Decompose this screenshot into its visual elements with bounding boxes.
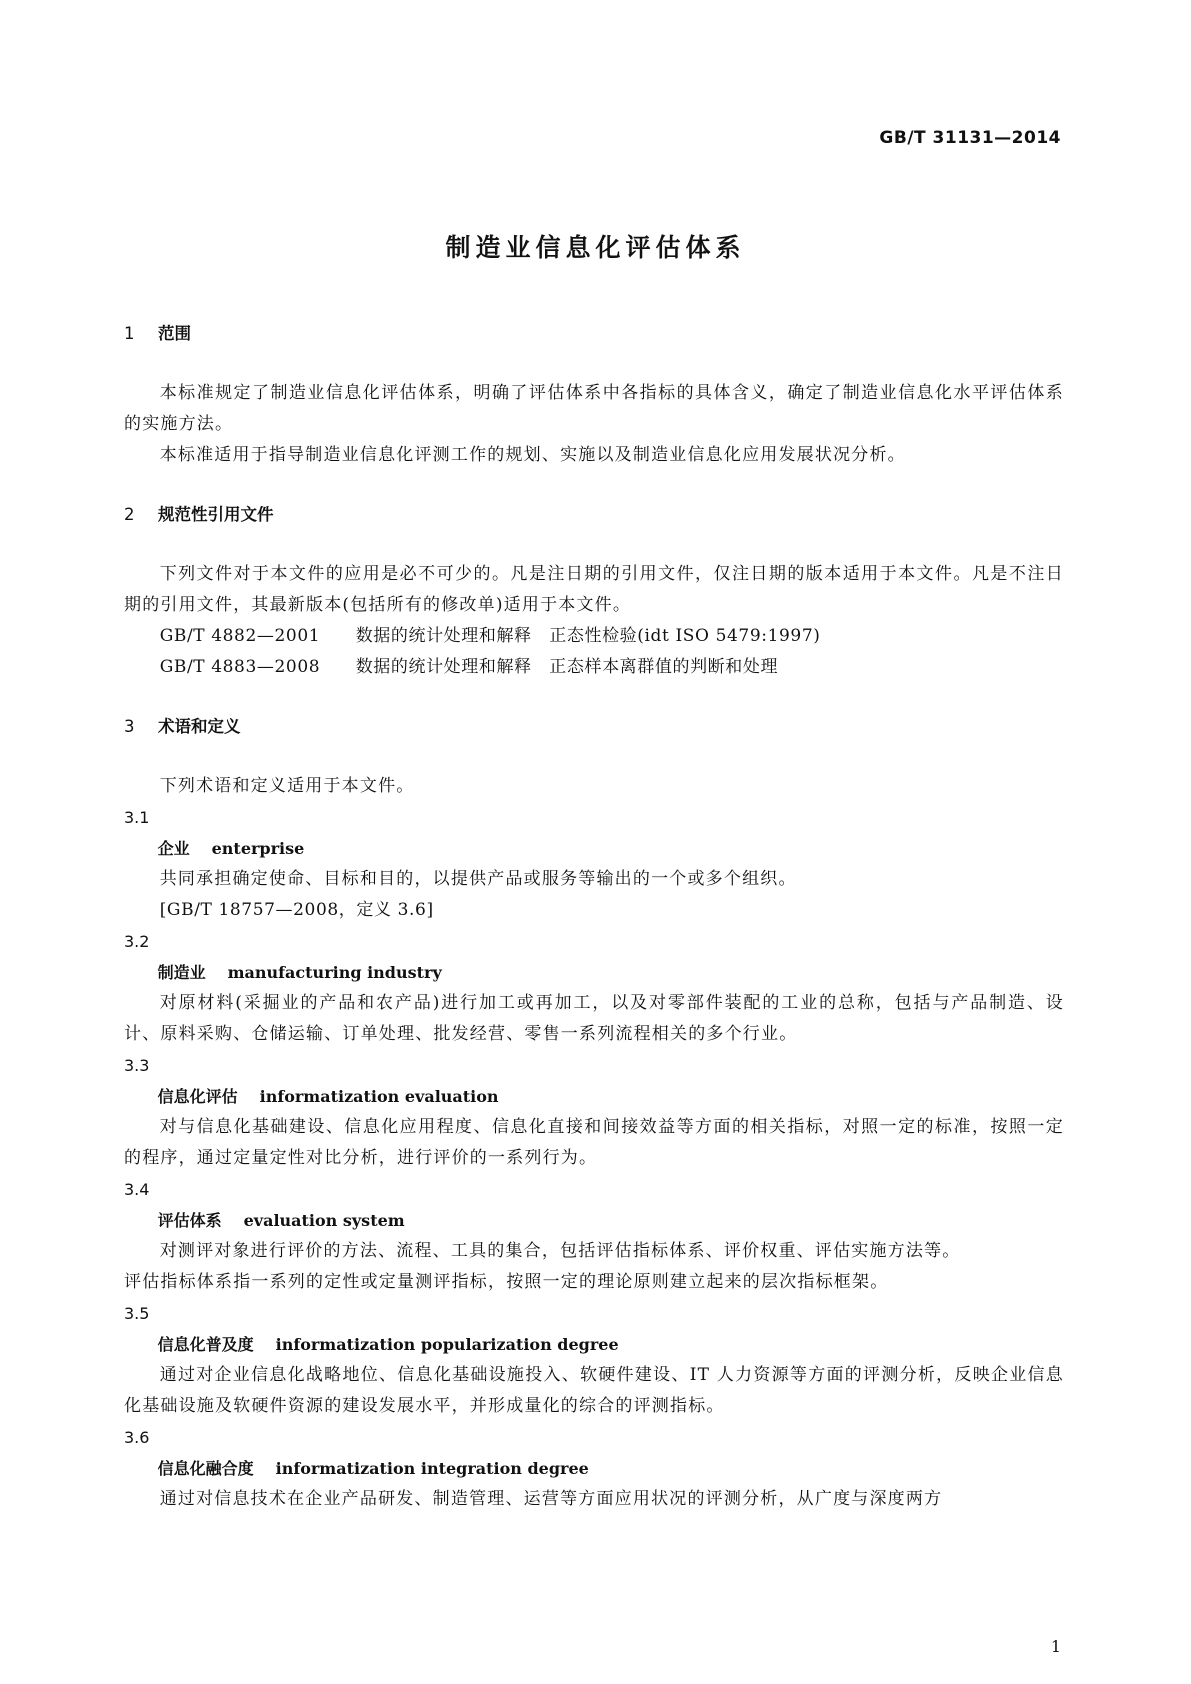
term-source: [GB/T 18757—2008，定义 3.6] xyxy=(159,900,434,920)
reference-item xyxy=(124,621,1064,652)
term-number: 3.3 xyxy=(124,1056,150,1075)
term-zh: 信息化评估 xyxy=(157,1087,238,1106)
section-number: 1 xyxy=(124,324,135,343)
term-note: 评估指标体系指一系列的定性或定量测评指标，按照一定的理论原则建立起来的层次指标框架。 xyxy=(124,1272,889,1292)
standard-code: GB/T 31131—2014 xyxy=(879,128,1061,148)
term-heading xyxy=(124,1329,1064,1360)
term-en: informatization popularization degree xyxy=(275,1335,619,1354)
section-title: 规范性引用文件 xyxy=(158,505,274,524)
term-definition: 共同承担确定使命、目标和目的，以提供产品或服务等输出的一个或多个组织。 xyxy=(159,869,797,889)
term-definition: 通过对企业信息化战略地位、信息化基础设施投入、软硬件建设、IT 人力资源等方面的评测分析，反映企业信息化基础设施及软硬件资源的建设发展水平，并形成量化的综合的评测指标。 xyxy=(124,1365,1064,1416)
term-en: evaluation system xyxy=(243,1211,405,1230)
term-heading xyxy=(124,1205,1064,1236)
section-title: 范围 xyxy=(158,324,191,343)
term-heading xyxy=(124,1453,1064,1484)
reference-code: GB/T 4883—2008 xyxy=(159,657,321,677)
section-2-heading xyxy=(124,501,1064,529)
term-zh: 制造业 xyxy=(157,963,206,982)
term-heading xyxy=(124,1081,1064,1112)
paragraph: 本标准规定了制造业信息化评估体系，明确了评估体系中各指标的具体含义，确定了制造业信息化水平评估体系的实施方法。 xyxy=(124,383,1064,434)
term-definition: 对与信息化基础建设、信息化应用程度、信息化直接和间接效益等方面的相关指标，对照一定的标准，按照一定的程序，通过定量定性对比分析，进行评价的一系列行为。 xyxy=(124,1117,1064,1168)
reference-title: 数据的统计处理和解释 正态样本离群值的判断和处理 xyxy=(355,657,779,677)
section-1-heading xyxy=(124,320,1064,348)
term-zh: 信息化普及度 xyxy=(157,1335,254,1354)
term-heading xyxy=(124,833,1064,864)
reference-code: GB/T 4882—2001 xyxy=(159,626,321,646)
document-body xyxy=(124,320,1064,1515)
term-en: informatization integration degree xyxy=(275,1459,589,1478)
term-definition: 对测评对象进行评价的方法、流程、工具的集合，包括评估指标体系、评价权重、评估实施方法等。 xyxy=(159,1241,961,1261)
paragraph: 下列术语和定义适用于本文件。 xyxy=(159,776,415,796)
term-number: 3.1 xyxy=(124,808,150,827)
section-3-heading xyxy=(124,713,1064,741)
term-en: manufacturing industry xyxy=(227,963,442,982)
section-number: 3 xyxy=(124,717,135,736)
paragraph: 本标准适用于指导制造业信息化评测工作的规划、实施以及制造业信息化应用发展状况分析。 xyxy=(159,445,906,465)
term-en: enterprise xyxy=(211,839,305,858)
term-definition: 对原材料(采掘业的产品和农产品)进行加工或再加工，以及对零部件装配的工业的总称，包括与产品制造、设计、原料采购、仓储运输、订单处理、批发经营、零售一系列流程相关的多个行业。 xyxy=(124,993,1064,1044)
term-heading xyxy=(124,957,1064,988)
term-number: 3.2 xyxy=(124,932,150,951)
reference-item xyxy=(124,652,1064,683)
term-number: 3.5 xyxy=(124,1304,150,1323)
term-definition: 通过对信息技术在企业产品研发、制造管理、运营等方面应用状况的评测分析，从广度与深度两方 xyxy=(159,1489,943,1509)
term-zh: 企业 xyxy=(157,839,190,858)
section-number: 2 xyxy=(124,505,135,524)
term-zh: 信息化融合度 xyxy=(157,1459,254,1478)
document-title: 制造业信息化评估体系 xyxy=(445,233,746,262)
paragraph: 下列文件对于本文件的应用是必不可少的。凡是注日期的引用文件，仅注日期的版本适用于本文件。凡是不注日期的引用文件，其最新版本(包括所有的修改单)适用于本文件。 xyxy=(124,564,1064,615)
reference-title: 数据的统计处理和解释 正态性检验(idt ISO 5479:1997) xyxy=(355,626,821,646)
term-number: 3.4 xyxy=(124,1180,150,1199)
term-en: informatization evaluation xyxy=(259,1087,499,1106)
section-title: 术语和定义 xyxy=(158,717,241,736)
term-number: 3.6 xyxy=(124,1428,150,1447)
term-zh: 评估体系 xyxy=(157,1211,222,1230)
page-number: 1 xyxy=(1050,1637,1061,1656)
